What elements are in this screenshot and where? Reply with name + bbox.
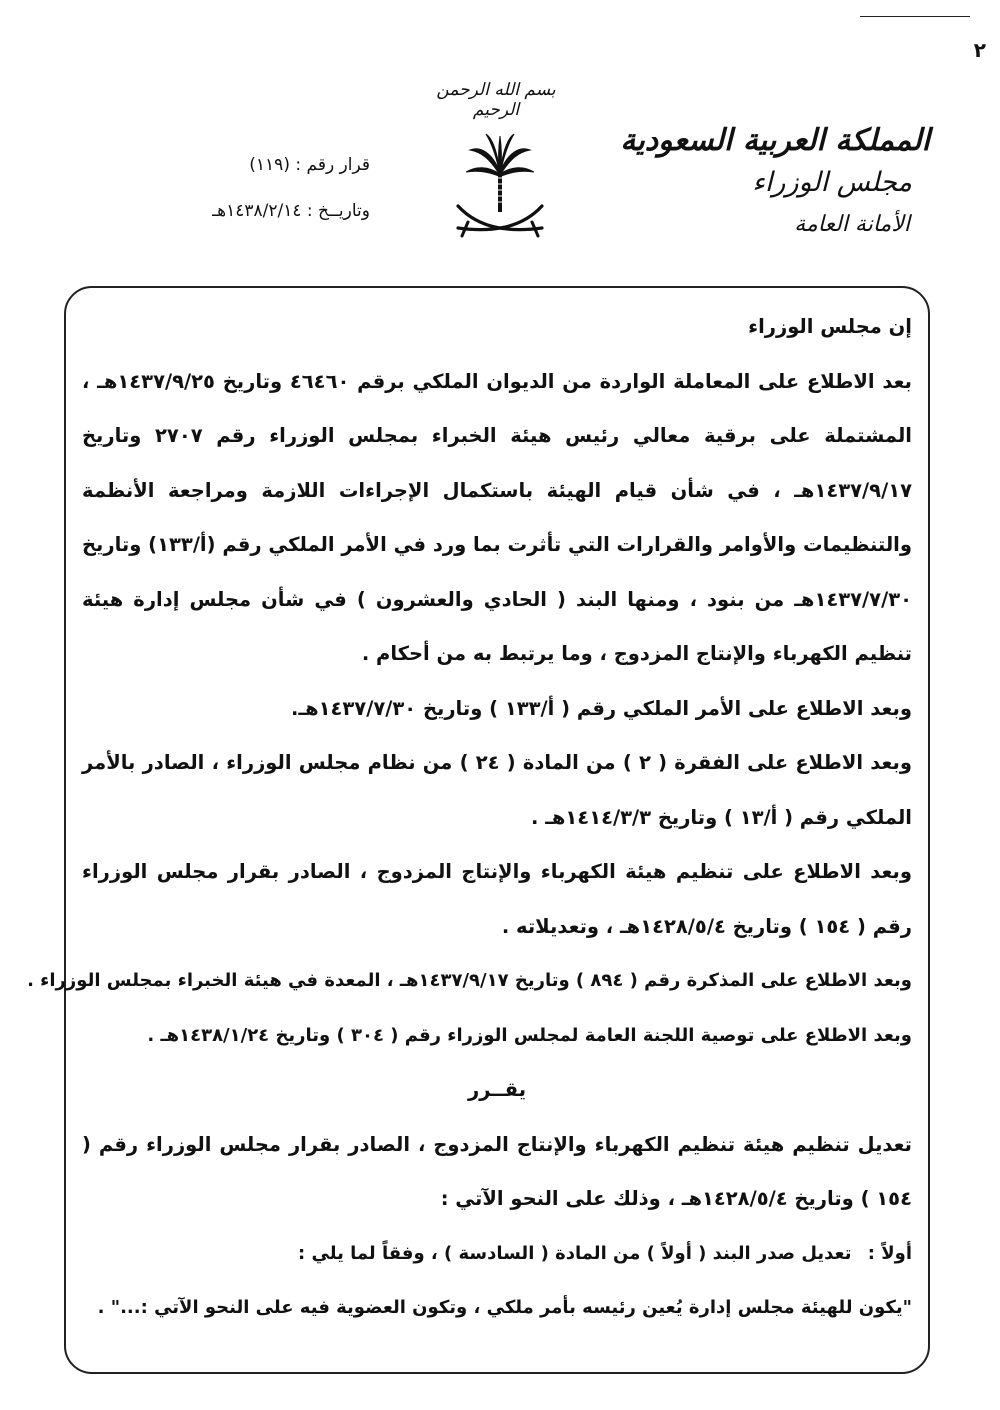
document-body	[27, 300, 912, 1336]
first-clause	[82, 1227, 912, 1282]
first-clause-label: أولاً :	[867, 1242, 912, 1264]
letterhead	[620, 122, 940, 242]
paragraph-5: وبعد الاطلاع على المذكرة رقم ( ٨٩٤ ) وتاريخ ١٤٣٧/٩/١٧هـ ، المعدة في هيئة الخبراء بمجلس الوزراء .	[27, 970, 912, 991]
decides-heading: يقــرر	[467, 1078, 527, 1101]
decision-date-value: ١٤٣٨/٢/١٤هـ	[212, 201, 302, 221]
paragraph-6: وبعد الاطلاع على توصية اللجنة العامة لمجلس الوزراء رقم ( ٣٠٤ ) وتاريخ ١٤٣٨/١/٢٤هـ .	[147, 1024, 912, 1046]
decision-number-value: (١١٩)	[249, 155, 290, 175]
decision-meta	[150, 142, 370, 234]
council-name: مجلس الوزراء	[752, 167, 912, 198]
paragraph-2: وبعد الاطلاع على الأمر الملكي رقم ( أ/١٣٣ ) وتاريخ ١٤٣٧/٧/٣٠هـ.	[291, 696, 912, 720]
first-clause-text: تعديل صدر البند ( أولاً ) من المادة ( السادسة ) ، وفقاً لما يلي :	[298, 1242, 852, 1264]
paragraph-1: بعد الاطلاع على المعاملة الواردة من الديوان الملكي برقم ٤٦٤٦٠ وتاريخ ١٤٣٧/٩/٢٥هـ ، المشتملة على برقية معالي رئيس هيئة الخبراء بمجلس الوزراء رقم ٢٧٠٧ وتاريخ ١٤٣٧/٩/١٧هـ ، في شأن قيام الهيئة باستكمال الإجراءات اللازمة ومراجعة الأنظمة والتنظيمات والأوامر والقرارات التي تأثرت بما ورد في الأمر الملكي رقم (أ/١٣٣) وتاريخ ١٤٣٧/٧/٣٠هـ من بنود ، ومنها البند ( الحادي والعشرون ) في شأن مجلس إدارة هيئة تنظيم الكهرباء والإنتاج المزدوج ، وما يرتبط به من أحكام .	[82, 369, 912, 665]
page-mark: ٢	[973, 38, 986, 62]
top-edge-line	[860, 16, 970, 17]
quoted-text: "يكون للهيئة مجلس إدارة يُعين رئيسه بأمر ملكي ، وتكون العضوية فيه على النحو الآتي :..." .	[97, 1297, 912, 1318]
paragraph-3: وبعد الاطلاع على الفقرة ( ٢ ) من المادة ( ٢٤ ) من نظام مجلس الوزراء ، الصادر بالأمر الملكي رقم ( أ/١٣ ) وتاريخ ١٤١٤/٣/٣هـ .	[82, 751, 912, 829]
kingdom-name: المملكة العربية السعودية	[620, 123, 930, 158]
palm-and-swords-emblem-icon	[452, 132, 548, 244]
opening-line: إن مجلس الوزراء	[748, 315, 912, 338]
decision-date-label: وتاريــخ :	[306, 201, 370, 221]
decision-date-row	[150, 188, 370, 234]
basmala: بسم الله الرحمن الرحيم	[436, 80, 556, 120]
decision-number-row	[150, 142, 370, 188]
paragraph-7: تعديل تنظيم هيئة تنظيم الكهرباء والإنتاج المزدوج ، الصادر بقرار مجلس الوزراء رقم ( ١٥٤ ) وتاريخ ١٤٢٨/٥/٤هـ ، وذلك على النحو الآتي :	[82, 1132, 912, 1210]
paragraph-4: وبعد الاطلاع على تنظيم هيئة الكهرباء والإنتاج المزدوج ، الصادر بقرار مجلس الوزراء رقم ( ١٥٤ ) وتاريخ ١٤٢٨/٥/٤هـ ، وتعديلاته .	[82, 860, 912, 938]
decision-number-label: قرار رقم :	[295, 155, 370, 175]
secretariat-name: الأمانة العامة	[794, 212, 910, 237]
